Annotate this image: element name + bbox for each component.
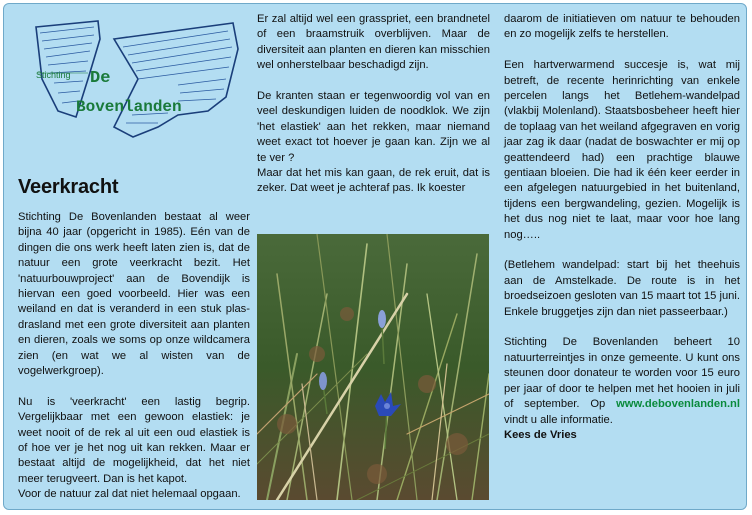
logo-de: De [90, 69, 111, 88]
column-3 [504, 12, 740, 443]
gentian-photo [257, 234, 489, 500]
support-text: Stichting De Bovenlanden beheert 10 natuurterreintjes in onze gemeente. U kunt ons steunen door donateur te worden voor 15 euro per jaar of door te helpen met het hooien in juli of september. Op [504, 336, 740, 411]
paragraph [504, 335, 740, 427]
column-2 [257, 12, 490, 197]
paragraph: Een hartverwarmend succesje is, wat mij betreft, de recente herinrichting van enkele percelen langs het Betlehem-wandelpad (vlakbij Molenland). Staatsbosbeheer heeft hier de toplaag van het weiland afgegraven en vorig jaar zag ik daar (nadat de boswachter er mij op geattendeerd had) een prachtige blauwe gentiaan bloeien. Die had ik één keer eerder in een afgelegen natuurgebied in het buitenland, tijdens een bergwandeling, gezien. Mogelijk is het dus nog niet te laat, maar voor hoe lang nog….. [504, 59, 740, 241]
paragraph: Stichting De Bovenlanden bestaat al weer bijna 40 jaar (opgericht in 1985). Eén van de dingen die ons werk heeft laten zien is, dat de natuur een grote veerkracht bezit. Het 'natuurbouwproject' aan de Bovendijk is hiervan een goed voorbeeld. Hier was een weiland en dat is veranderd in een stuk plas-drasland met een grote diversiteit aan planten en dieren, zoals we soms op onze wildcamera zien (en wat we al wisten van de vogelwerkgroep). [18, 211, 250, 378]
website-link[interactable]: www.debovenlanden.nl [616, 398, 740, 411]
paragraph: daarom de initiatieven om natuur te behouden en zo mogelijk zelfs te herstellen. [504, 13, 740, 41]
paragraph: Voor de natuur zal dat niet helemaal opgaan. [18, 488, 241, 501]
author: Kees de Vries [504, 428, 577, 441]
logo-stichting: Stichting [36, 70, 71, 80]
logo-bovenlanden: Bovenlanden [76, 98, 182, 116]
paragraph: Nu is 'veerkracht' een lastig begrip. Vergelijkbaar met een gewoon elastiek: je weet nooit of de rek al uit een oud elastiek is of hoe ver je het nog uit kan rekken. Maar er bestaat altijd de mogelijkheid, dat het niet meer terugveert. Dan is het kapot. [18, 395, 250, 485]
paragraph: Maar dat het mis kan gaan, de rek eruit, dat is zeker. Dat weet je achteraf pas. Ik koester [257, 167, 490, 195]
paragraph: De kranten staan er tegenwoordig vol van en veel deskundigen luiden de noodklok. We zijn 'het elastiek' aan het rekken, maar niemand weet exact tot hoever je gaan kan. Zijn we al te ver ? [257, 90, 490, 164]
column-1-text [18, 210, 250, 503]
support-text-end: vindt u alle informatie. [504, 413, 613, 426]
paragraph: Er zal altijd wel een grasspriet, een brandnetel of een braamstruik overblijven. Maar de diversiteit aan planten en dieren kan misschien wel onherstelbaar beschadigd zijn. [257, 13, 490, 72]
article-title: Veerkracht [18, 176, 119, 198]
column-1 [16, 4, 250, 509]
logo-map-icon [28, 19, 252, 169]
paragraph: (Betlehem wandelpad: start bij het theehuis aan de Amstelkade. De route is in het broedseizoen gesloten van 15 maart tot 15 juni. Enkele bruggetjes zijn dan niet passeerbaar.) [504, 259, 740, 318]
